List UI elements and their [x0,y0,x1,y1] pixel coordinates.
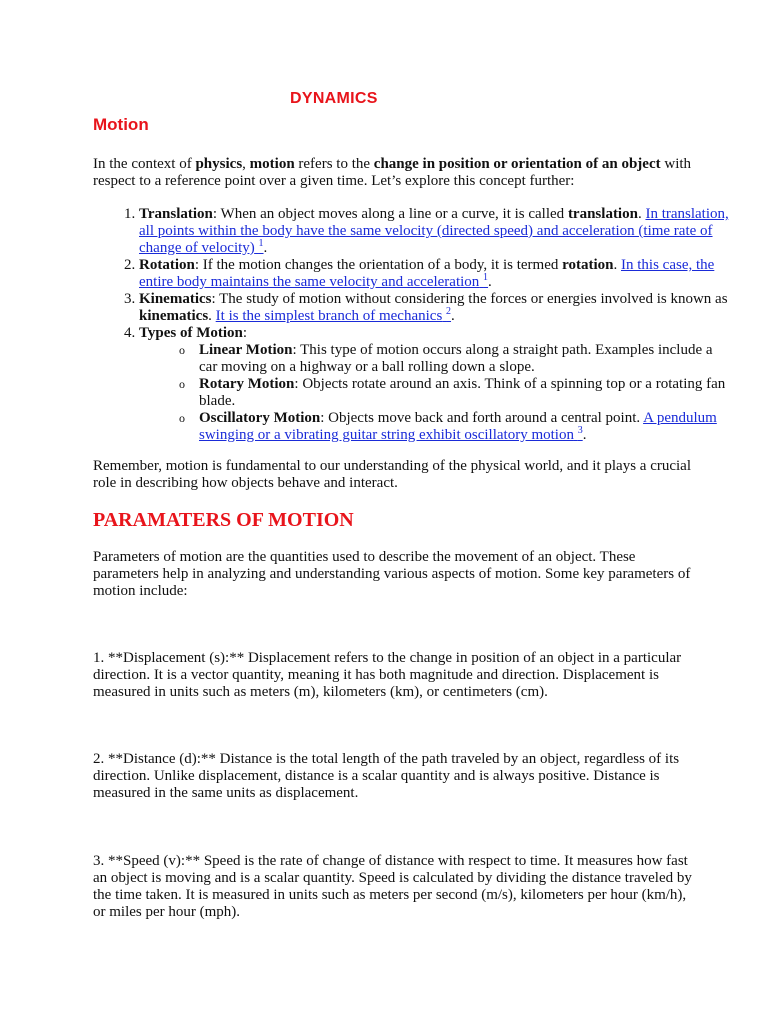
intro-bold-definition: change in position or orientation of an object [373,156,661,172]
motion-types-sublist [139,342,729,444]
intro-text-3: refers to the [294,156,374,172]
citation-number-3: 3 [577,425,583,436]
term-oscillatory-motion: Oscillatory Motion [199,410,321,426]
list-item-translation [139,206,729,257]
oscillatory-motion-text: : Objects move back and forth around a central point. [320,410,644,426]
rotary-motion-text: : Objects rotate around an axis. Think of a spinning top or a rotating fan blade. [199,376,726,409]
section-heading-parameters: PARAMATERS OF MOTION [93,509,354,531]
term-kinematics-inline: kinematics [139,308,209,324]
translation-text-2: . [637,206,646,222]
list-item-kinematics [139,291,729,325]
citation-number-1b: 1 [483,272,489,283]
document-title: DYNAMICS [290,90,378,107]
subitem-oscillatory-motion [185,410,729,444]
term-translation-inline: translation [567,206,638,222]
oscillatory-citation-text: A pendulum swinging or a vibrating guitar string exhibit oscillatory motion [199,410,717,443]
parameter-speed-paragraph: 3. **Speed (v):** Speed is the rate of change of distance with respect to time. It measures how fast an object is moving and is a scalar quantity. Speed is calculated by dividing the distance traveled by the time taken. It is measured in units such as meters per second (m/s), kilometers per hour (km/h), or miles per hour (mph). [93,853,692,920]
subitem-rotary-motion [185,376,729,410]
kinematics-citation-text: It is the simplest branch of mechanics [215,308,443,324]
term-rotation-inline: rotation [562,257,614,273]
citation-number-1: 1 [258,238,264,249]
parameter-distance-paragraph: 2. **Distance (d):** Distance is the total length of the path traveled by an object, regardless of its direction. Unlike displacement, distance is a scalar quantity and is always positive. Distance is measured in the same units as displacement. [93,751,680,801]
kinematics-end: . [451,308,455,324]
rotation-text-2: . [613,257,621,273]
section-heading-motion: Motion [93,115,149,134]
motion-closing-paragraph: Remember, motion is fundamental to our understanding of the physical world, and it plays a crucial role in describing how objects behave and interact. [93,458,692,491]
intro-text-1: In the context of [93,156,196,172]
term-types-of-motion: Types of Motion [139,325,243,341]
kinematics-text: : The study of motion without considering the forces or energies involved is known as [211,291,728,307]
citation-number-2: 2 [446,306,452,317]
types-of-motion-colon: : [242,325,248,341]
term-rotary-motion: Rotary Motion [199,376,295,392]
list-item-rotation [139,257,729,291]
rotation-text: : If the motion changes the orientation of a body, it is termed [194,257,563,273]
translation-citation-text: In translation, all points within the body have the same velocity (directed speed) and acceleration (time rate of change of velocity) [139,206,729,256]
intro-text-4: with respect to a reference point over a given time. Let’s explore this concept further: [93,156,692,189]
list-item-types-of-motion [139,325,729,444]
parameter-displacement-paragraph: 1. **Displacement (s):** Displacement refers to the change in position of an object in a particular direction. It is a vector quantity, meaning it has both magnitude and direction. Displacement is measured in units such as meters (m), kilometers (km), or centimeters (cm). [93,650,682,700]
subitem-linear-motion [185,342,729,376]
term-translation: Translation [139,206,213,222]
motion-concepts-list [93,206,729,444]
oscillatory-end: . [582,427,587,443]
intro-bold-physics: physics [195,156,243,172]
motion-intro-paragraph [93,156,693,190]
intro-bold-motion: motion [249,156,295,172]
kinematics-text-2: . [208,308,216,324]
term-rotation: Rotation [139,257,195,273]
translation-end: . [263,240,268,256]
intro-text-2: , [242,156,250,172]
linear-motion-text: : This type of motion occurs along a straight path. Examples include a car moving on a highway or a ball rolling down a slope. [199,342,713,375]
rotation-end: . [488,274,492,290]
term-linear-motion: Linear Motion [199,342,293,358]
kinematics-citation-link[interactable] [216,308,451,324]
term-kinematics: Kinematics [139,291,212,307]
translation-text: : When an object moves along a line or a curve, it is called [212,206,568,222]
parameters-intro-paragraph: Parameters of motion are the quantities used to describe the movement of an object. These parameters help in analyzing and understanding various aspects of motion. Some key parameters of motion include: [93,549,691,599]
rotation-citation-text: In this case, the entire body maintains the same velocity and acceleration [139,257,715,290]
